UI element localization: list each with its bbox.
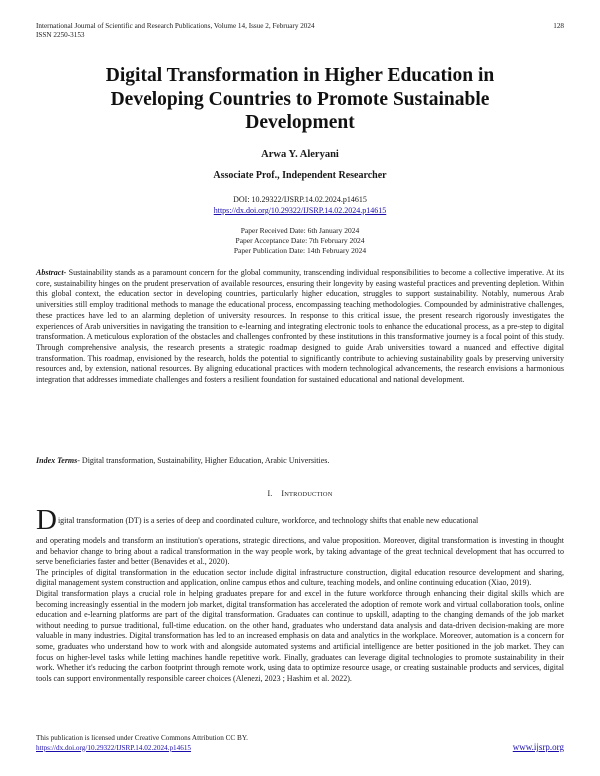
accepted-date: Paper Acceptance Date: 7th February 2024 — [235, 236, 365, 245]
running-header — [36, 22, 564, 40]
title-line-2: Developing Countries to Promote Sustainable — [110, 88, 490, 110]
journal-line: International Journal of Scientific and Research Publications, Volume 14, Issue 2, February 2024 — [36, 22, 315, 30]
drop-cap: D — [36, 504, 57, 536]
section-title-initial: I — [281, 489, 285, 498]
section-numeral: I. — [267, 489, 273, 498]
paper-title — [60, 64, 540, 135]
journal-site-link[interactable]: www.ijsrp.org — [512, 742, 564, 752]
abstract-text: Sustainability stands as a paramount concern for the global community, transcending individual responsibilities to become a collective imperative. At its core, sustainability hinges on the prudent preservation of available resources, ensuring their longevity by easing wasteful practices and preventing depletion. Within this global context, the education sector in developing countries, particularly higher education, struggles to support sustainability. Notably, numerous Arab universities still employ traditional methods to manage the educational process, encompassing teaching methodologies. Compounded by administrative challenges, these practices have led to an alarming depletion of university resources. In response to this critical issue, the present research rigorously investigates the experiences of Arab universities in navigating the transition to e-learning and integrating electronic tools to enhance the educational process, as a pre-step to digital transformation. A meticulous exploration of the obstacles and challenges confronted by these institutions in this transformative journey is a focal point of this study. Through comprehensive analysis, the research presents a strategic roadmap designed to guide Arab universities toward a nuanced and effective digital transformation. This roadmap, envisioned by the research, holds the potential to significantly contribute to achieving sustainability goals by preserving university resources and, by extension, national resources. By aligning educational practices with modern technological advancements, the research envisions a harmonious integration that addresses immediate challenges and fosters a resilient foundation for sustained educational and national development. — [36, 268, 564, 385]
body-text — [36, 506, 564, 684]
received-date: Paper Received Date: 6th January 2024 — [240, 226, 360, 235]
paragraph-2: The principles of digital transformation in the education sector include digital infrastructure construction, digital education resource development and sharing, digital management system construction and application, online campus ethos and culture, teaching models, and online continuing education (Xiao, 2019). — [36, 567, 564, 588]
doi-block — [0, 194, 600, 216]
abstract-label: Abstract- — [36, 268, 67, 277]
index-terms — [36, 455, 564, 466]
footer-doi-link[interactable]: https://dx.doi.org/10.29322/IJSRP.14.02.2024.p14615 — [36, 743, 192, 752]
license-text: This publication is licensed under Creative Commons Attribution CC BY. — [36, 734, 248, 742]
abstract — [36, 268, 564, 386]
section-title-rest: NTRODUCTION — [284, 491, 333, 498]
page-number: 128 — [553, 22, 564, 30]
issn: ISSN 2250-3153 — [36, 31, 85, 39]
page-footer — [36, 734, 564, 753]
paragraph-1-first-line: igital transformation (DT) is a series of deep and coordinated culture, workforce, and technology shifts that enable new educational — [57, 516, 479, 525]
index-terms-label: Index Terms — [36, 456, 78, 465]
index-terms-text: - Digital transformation, Sustainability, Higher Education, Arabic Universities. — [77, 456, 330, 465]
author-name: Arwa Y. Aleryani — [261, 149, 339, 160]
paragraph-3: Digital transformation plays a crucial role in helping graduates prepare for and excel in the future workforce through enhancing their digital skills which are becoming increasingly essential in the modern job market, digital transformation has accelerated the adoption of remote work and virtual collaboration tools, online education and e-learning platforms are part of the digital transformation. Graduates can continue to upskill, adapting to the changing demands of the job market without needing to pursue traditional, full-time education. on the other hand, graduates who understand data analysis and data-driven decision-making are more valuable in many industries. Digital transformation has led to an increased emphasis on data and analytics in the workplace. Moreover, automation is a concern for some, graduates who understand how to work with and alongside automated systems and artificial intelligence are better positioned in the job market. They can focus on higher-level tasks while letting machines handle repetitive work. Finally, graduates can leverage digital technologies to promote sustainability in their work. Whether it's reducing the carbon footprint through remote work, using data to optimize resource usage, or creating sustainable products and services, digital tools can support environmentally responsible career choices (Alenezi, 2023 ; Hashim et al. 2022). — [36, 588, 564, 683]
paragraph-1-rest: and operating models and transform an institution's operations, strategic directions, and value proposition. Moreover, digital transformation is investing in thought and behavior change to bring about a radical transformation in the way people work, by taking advantage of the great technical development that has occurred to serve beneficiaries faster and better (Benavides et al., 2020). — [36, 536, 564, 567]
paper-dates — [0, 226, 600, 256]
published-date: Paper Publication Date: 14th February 2024 — [233, 246, 367, 255]
author-affiliation: Associate Prof., Independent Researcher — [213, 170, 387, 181]
doi-link[interactable]: https://dx.doi.org/10.29322/IJSRP.14.02.2024.p14615 — [213, 206, 387, 215]
title-line-3: Development — [245, 112, 355, 133]
section-heading — [0, 489, 600, 498]
doi-label: DOI: 10.29322/IJSRP.14.02.2024.p14615 — [233, 195, 367, 204]
paragraph-1 — [36, 506, 564, 568]
title-block — [60, 64, 540, 135]
title-line-1: Digital Transformation in Higher Education in — [105, 65, 495, 86]
